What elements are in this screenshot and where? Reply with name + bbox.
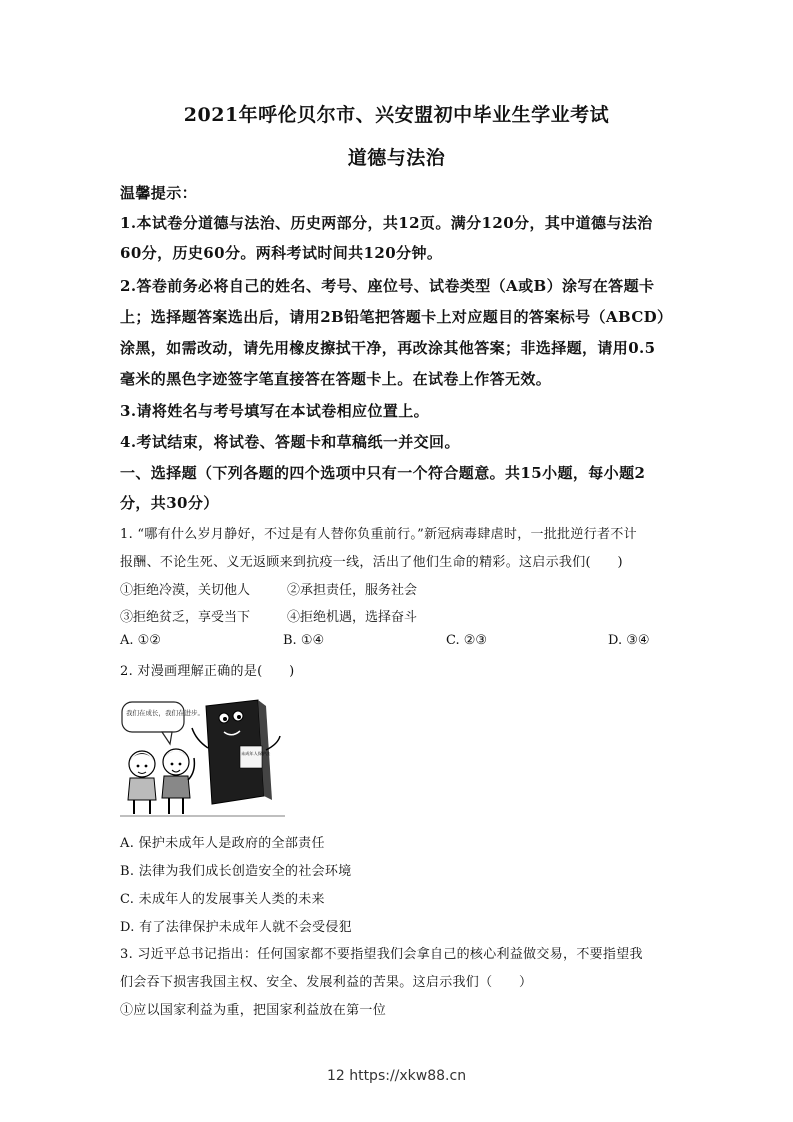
cartoon-bubble-text: 我们在成长，我们在进步。 <box>126 709 204 717</box>
q2-option-c: C. 未成年人的发展事关人类的未来 <box>120 892 325 907</box>
q2-stem: 2. 对漫画理解正确的是( ) <box>120 664 295 679</box>
q2-option-b: B. 法律为我们成长创造安全的社会环境 <box>120 864 352 879</box>
q1-option-d: D. ③④ <box>608 633 650 648</box>
q1-item: ②承担责任，服务社会 <box>287 583 418 598</box>
law-cartoon-image <box>120 688 285 820</box>
tips-line: 4.考试结束，将试卷、答题卡和草稿纸一并交回。 <box>120 433 460 451</box>
section-heading: 一、选择题（下列各题的四个选项中只有一个符合题意。共15小题，每小题2 <box>120 464 646 482</box>
tips-line: 3.请将姓名与考号填写在本试卷相应位置上。 <box>120 402 430 420</box>
q1-option-c: C. ②③ <box>446 633 488 648</box>
tips-line: 上；选择题答案选出后，请用2B铅笔把答题卡上对应题目的答案标号（ABCD） <box>120 308 673 326</box>
tips-line: 毫米的黑色字迹签字笔直接答在答题卡上。在试卷上作答无效。 <box>120 370 552 388</box>
q3-item: ①应以国家利益为重，把国家利益放在第一位 <box>120 1003 387 1018</box>
q3-stem: 3. 习近平总书记指出：任何国家都不要指望我们会拿自己的核心利益做交易，不要指望我 <box>120 947 643 962</box>
page-footer-link[interactable]: 12 https://xkw88.cn <box>326 1068 467 1084</box>
tips-heading: 温馨提示： <box>120 184 198 202</box>
q1-item: ③拒绝贫乏，享受当下 <box>120 610 251 625</box>
exam-title: 2021年呼伦贝尔市、兴安盟初中毕业生学业考试 <box>183 104 610 126</box>
q1-stem: 1. “哪有什么岁月静好，不过是有人替你负重前行。”新冠病毒肆虐时，一批批逆行者不计 <box>120 527 637 542</box>
tips-line: 2.答卷前务必将自己的姓名、考号、座位号、试卷类型（A或B）涂写在答题卡 <box>120 277 655 295</box>
q1-option-b: B. ①④ <box>283 633 325 648</box>
q1-item: ④拒绝机遇，选择奋斗 <box>287 610 418 625</box>
q1-stem-cont: 报酬、不论生死、义无返顾来到抗疫一线，活出了他们生命的精彩。这启示我们( ) <box>120 555 623 570</box>
subject-title: 道德与法治 <box>347 147 446 169</box>
tips-line: 60分，历史60分。两科考试时间共120分钟。 <box>120 244 443 262</box>
q3-stem-cont: 们会吞下损害我国主权、安全、发展利益的苦果。这启示我们（ ） <box>120 975 533 990</box>
q2-option-a: A. 保护未成年人是政府的全部责任 <box>120 836 325 851</box>
section-heading-cont: 分，共30分） <box>120 494 219 512</box>
tips-line: 涂黑，如需改动，请先用橡皮擦拭干净，再改涂其他答案；非选择题，请用0.5 <box>120 339 656 357</box>
tips-line: 1.本试卷分道德与法治、历史两部分，共12页。满分120分，其中道德与法治 <box>120 214 653 232</box>
q2-option-d: D. 有了法律保护未成年人就不会受侵犯 <box>120 920 352 935</box>
q1-option-a: A. ①② <box>120 633 161 648</box>
cartoon-book-text: 未成年人保护法 <box>241 751 271 756</box>
q1-item: ①拒绝冷漠，关切他人 <box>120 583 251 598</box>
